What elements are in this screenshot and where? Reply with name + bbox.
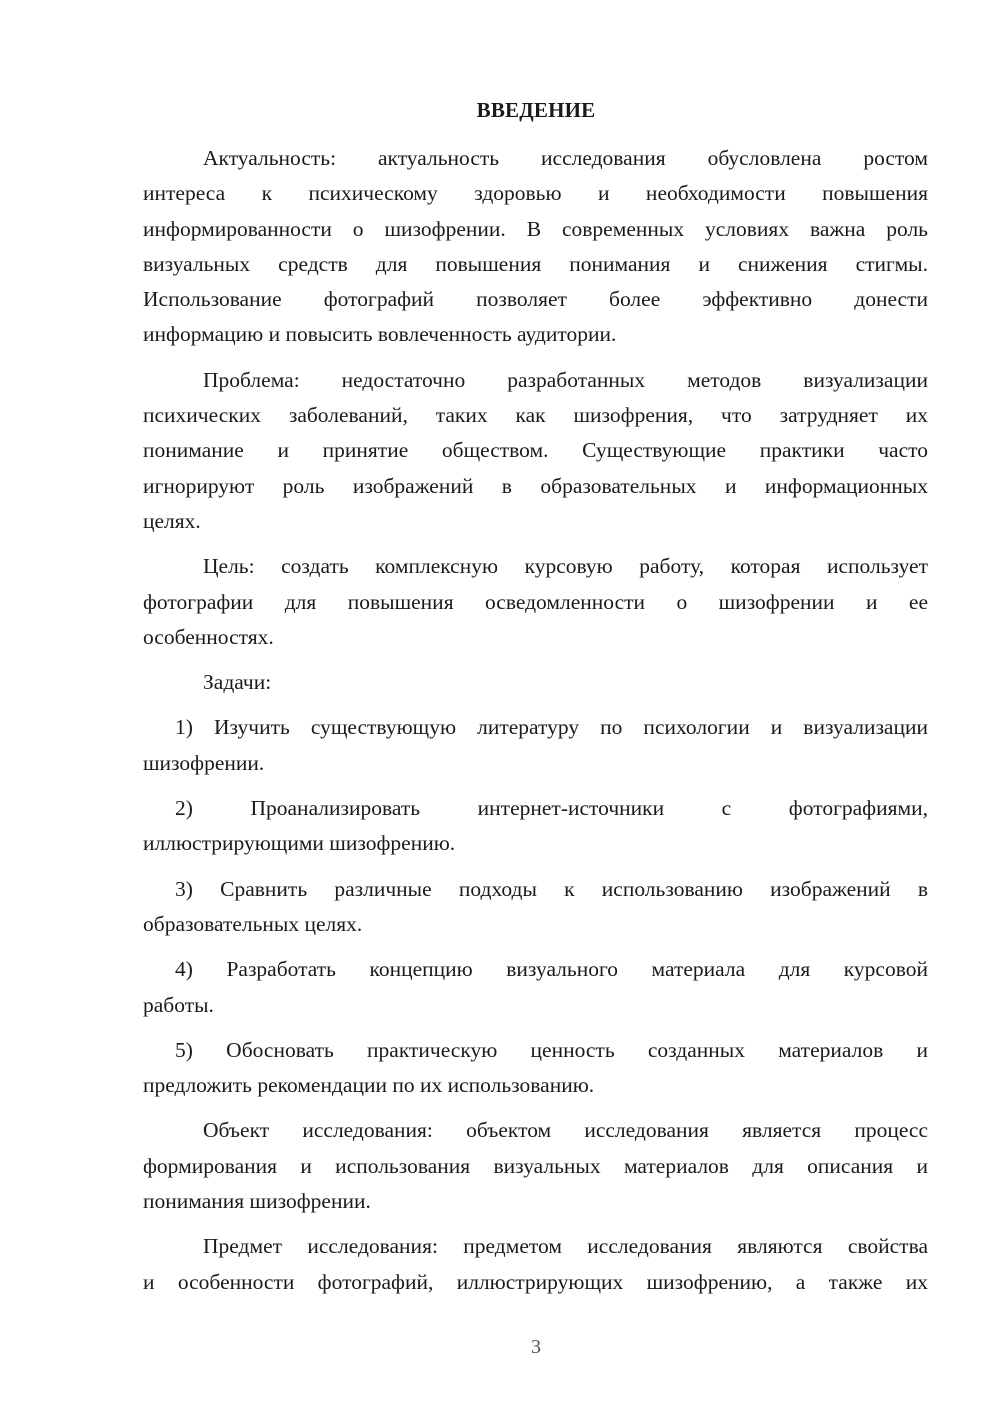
- paragraph-goal: [143, 549, 928, 655]
- text-line: 3) Сравнить различные подходы к использованию изображений в: [175, 876, 928, 901]
- text-line: 4) Разработать концепцию визуального материала для курсовой: [175, 957, 928, 982]
- text-line: 1) Изучить существующую литературу по психологии и визуализации: [175, 715, 928, 740]
- list-item-task-2: [143, 791, 928, 862]
- text-line: психических заболеваний, таких как шизофрения, что затрудняет их: [143, 403, 928, 428]
- text-line: 2) Проанализировать интернет-источники с фотографиями,: [175, 796, 928, 821]
- text-line: Цель: создать комплексную курсовую работу, которая использует: [203, 554, 928, 579]
- text-line: интереса к психическому здоровью и необходимости повышения: [143, 181, 928, 206]
- text-line: визуальных средств для повышения понимания и снижения стигмы.: [143, 251, 928, 276]
- text-line: образовательных целях.: [143, 911, 363, 936]
- text-line: понимание и принятие обществом. Существующие практики часто: [143, 438, 928, 463]
- paragraph-tasks-heading: [143, 665, 928, 700]
- text-line: Предмет исследования: предметом исследования являются свойства: [203, 1234, 928, 1259]
- paragraph-problem: [143, 363, 928, 539]
- text-line: Актуальность: актуальность исследования обусловлена ростом: [203, 146, 928, 170]
- text-line: 5) Обосновать практическую ценность созданных материалов и: [175, 1037, 928, 1062]
- text-line: информацию и повысить вовлеченность аудитории.: [143, 322, 617, 347]
- text-line: предложить рекомендации по их использованию.: [143, 1073, 595, 1098]
- text-line: Проблема: недостаточно разработанных методов визуализации: [203, 367, 928, 392]
- text-line: Задачи:: [203, 670, 272, 695]
- list-item-task-1: [143, 710, 928, 781]
- text-line: иллюстрирующими шизофрению.: [143, 831, 456, 856]
- text-line: особенностях.: [143, 624, 274, 649]
- text-line: игнорируют роль изображений в образовательных и информационных: [143, 473, 928, 498]
- text-line: целях.: [143, 508, 201, 533]
- text-line: работы.: [143, 992, 214, 1017]
- list-item-task-5: [143, 1033, 928, 1104]
- paragraph-research-subject: [143, 1229, 928, 1300]
- text-line: шизофрении.: [143, 750, 265, 775]
- text-line: и особенности фотографий, иллюстрирующих шизофрению, а также их: [143, 1269, 928, 1294]
- list-item-task-4: [143, 952, 928, 1023]
- list-item-task-3: [143, 872, 928, 943]
- text-line: фотографии для повышения осведомленности о шизофрении и ее: [143, 589, 928, 614]
- paragraph-research-object: [143, 1113, 928, 1219]
- text-line: понимания шизофрении.: [143, 1189, 371, 1214]
- document-body: [143, 141, 928, 1300]
- paragraph-relevance: [143, 141, 928, 353]
- text-line: Объект исследования: объектом исследования является процесс: [203, 1118, 928, 1143]
- page-title: ВВЕДЕНИЕ: [476, 98, 596, 122]
- text-line: информированности о шизофрении. В современных условиях важна роль: [143, 216, 928, 241]
- text-line: Использование фотографий позволяет более эффективно донести: [143, 287, 928, 312]
- page-number: 3: [531, 1336, 541, 1358]
- text-line: формирования и использования визуальных материалов для описания и: [143, 1153, 928, 1178]
